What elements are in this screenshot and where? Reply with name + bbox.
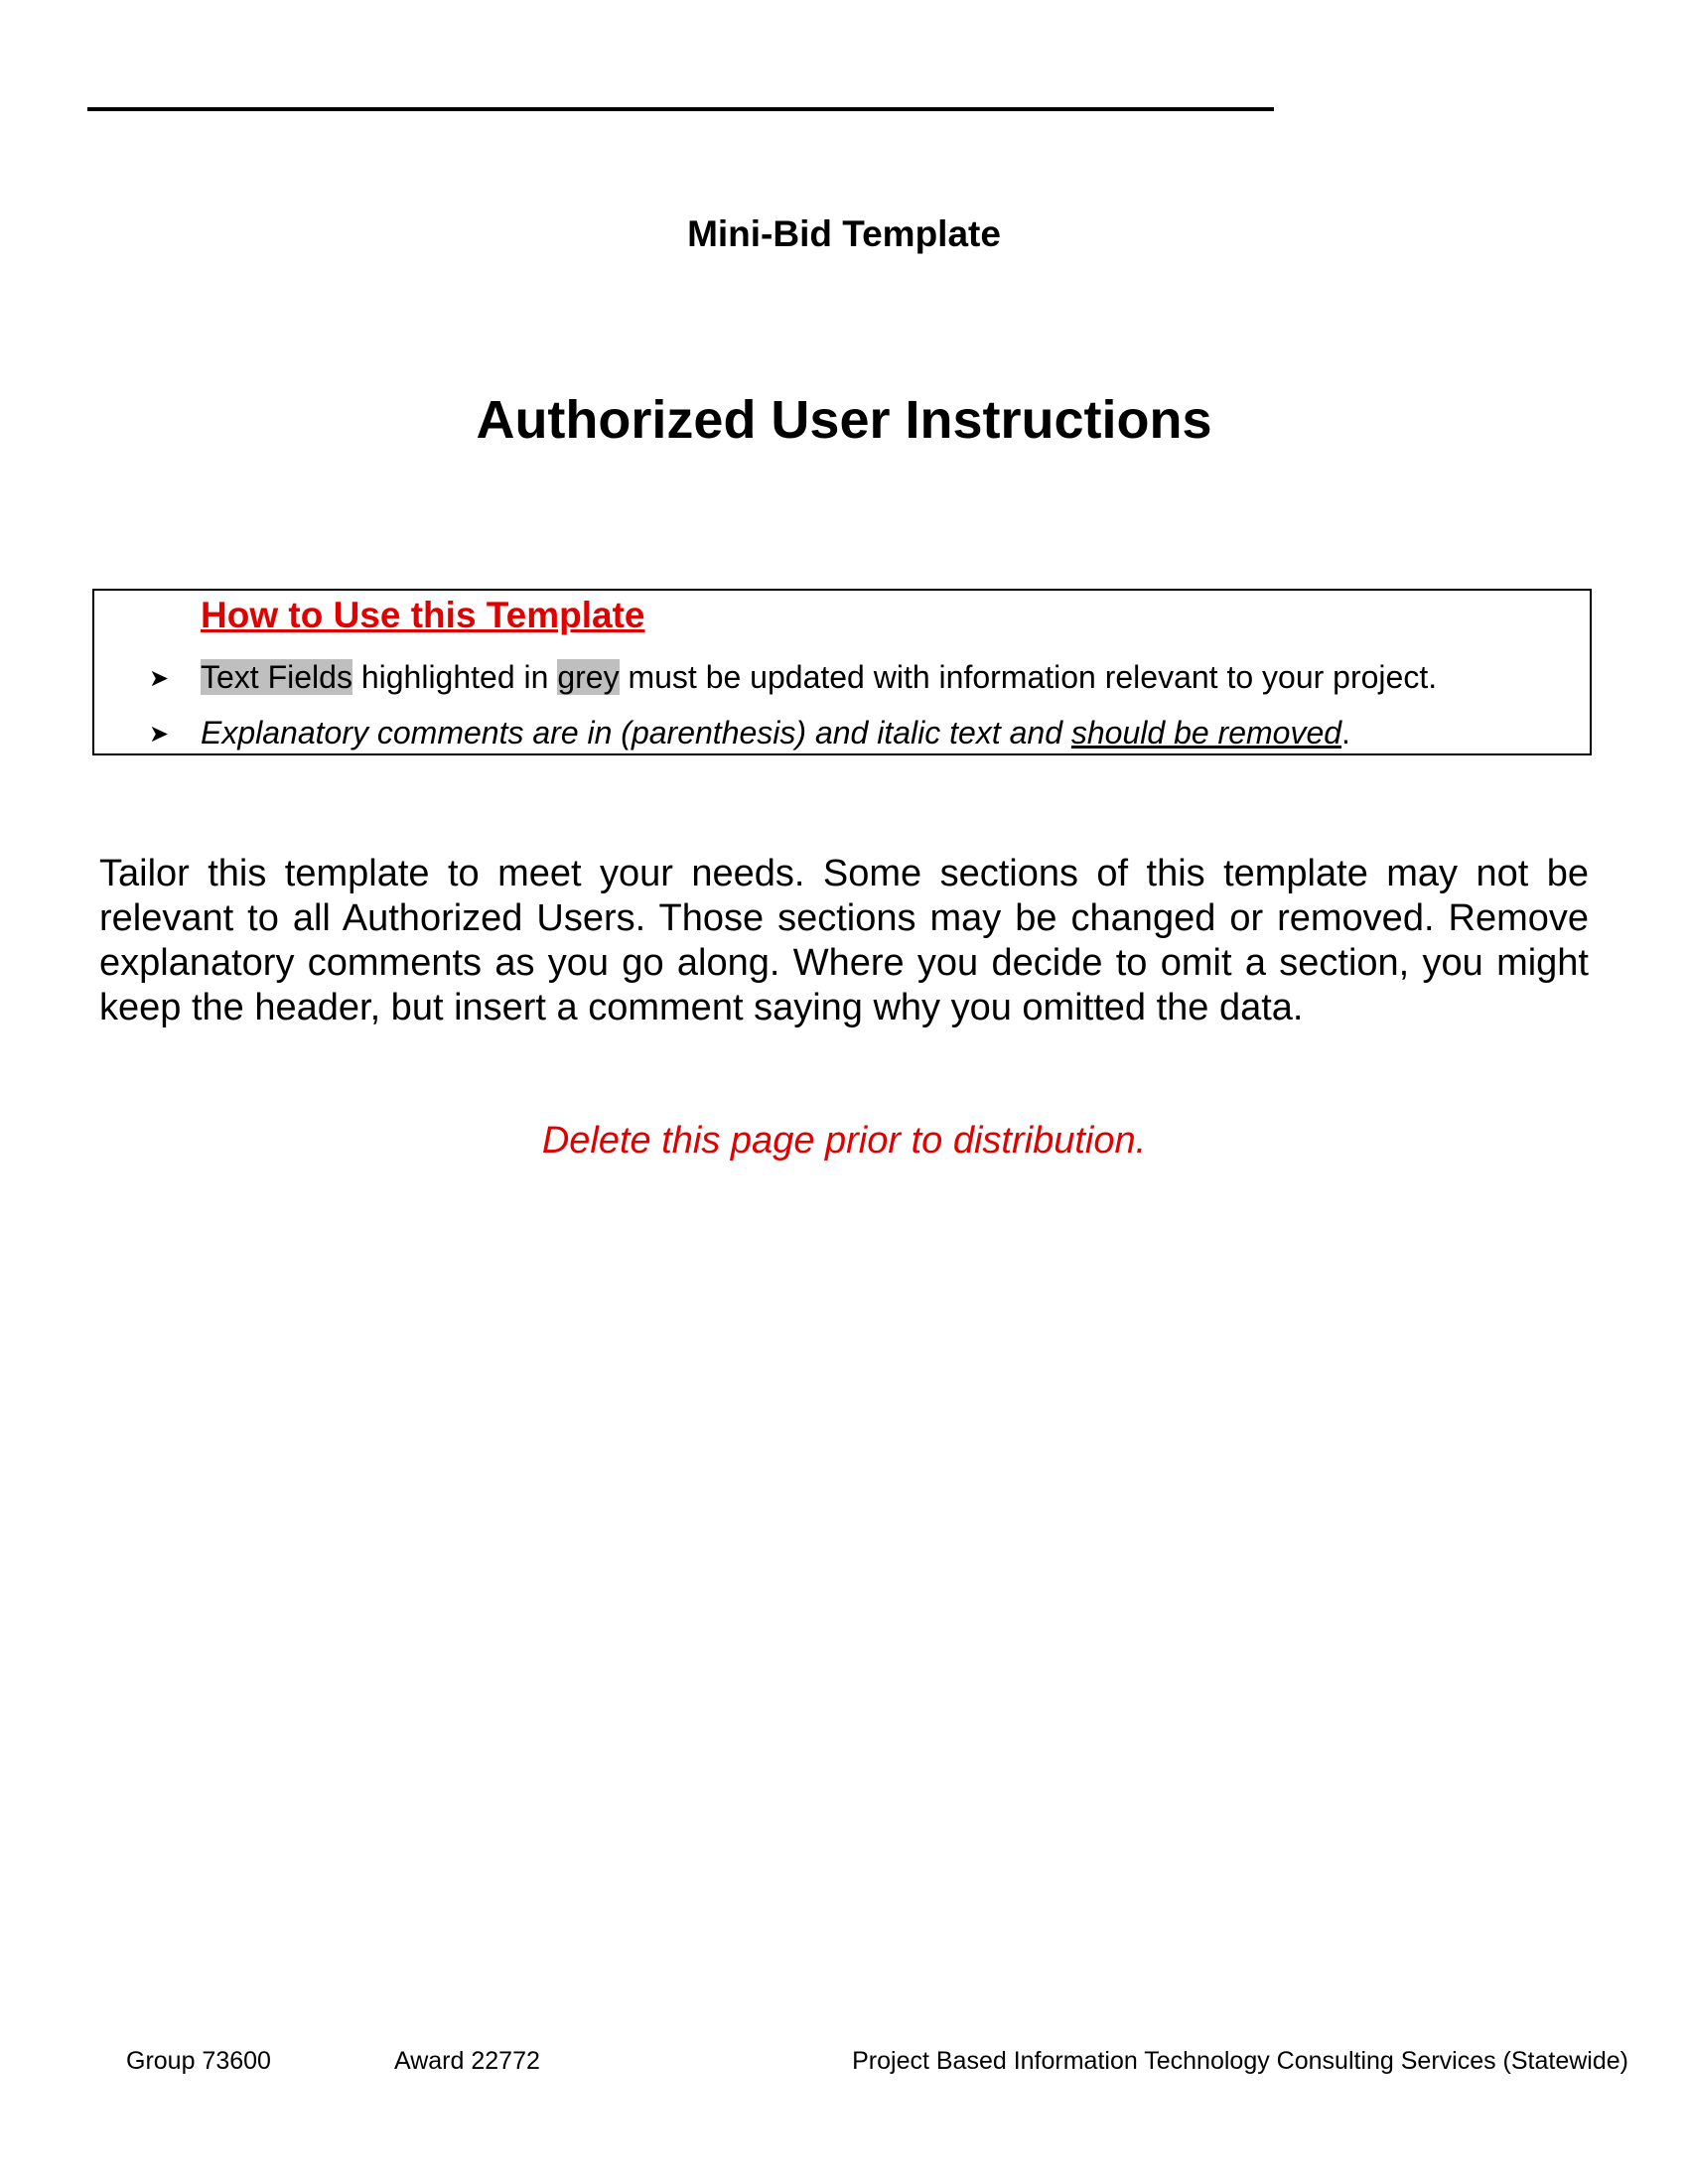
bullet-text: .: [1341, 715, 1350, 751]
highlighted-grey: grey: [557, 659, 620, 695]
bullet-text: highlighted in: [352, 659, 558, 695]
instructions-heading: How to Use this Template: [201, 595, 645, 635]
instructions-box: [92, 589, 1592, 755]
bullet-text: Explanatory comments are in (parenthesis) and italic text and: [201, 715, 1071, 751]
body-paragraph: Tailor this template to meet your needs. Some sections of this template may not be relevant to all Authorized Users. Those sections may be changed or removed. Remove explanatory comments as you go along. Where you decide to omit a section, you might keep the header, but insert a comment saying why you omitted the data.: [99, 853, 1589, 1028]
underlined-should-be-removed: should be removed: [1070, 715, 1342, 751]
bullet-text: must be updated with information relevant to your project.: [619, 659, 1438, 695]
arrow-bullet-icon: ➤: [149, 721, 170, 748]
highlighted-text-fields: Text Fields: [201, 659, 352, 695]
document-subtitle: Mini-Bid Template: [687, 213, 1001, 254]
footer-group: Group 73600: [126, 2047, 271, 2075]
footer-project-name: Project Based Information Technology Consulting Services (Statewide): [852, 2047, 1628, 2075]
instruction-bullet-comments: [149, 712, 1350, 755]
page-title: Authorized User Instructions: [476, 390, 1212, 450]
instruction-bullet-highlight: [149, 656, 1437, 700]
arrow-bullet-icon: ➤: [149, 665, 170, 692]
footer-award: Award 22772: [394, 2047, 540, 2075]
top-rule: [87, 107, 1274, 111]
delete-page-note: Delete this page prior to distribution.: [541, 1120, 1147, 1161]
